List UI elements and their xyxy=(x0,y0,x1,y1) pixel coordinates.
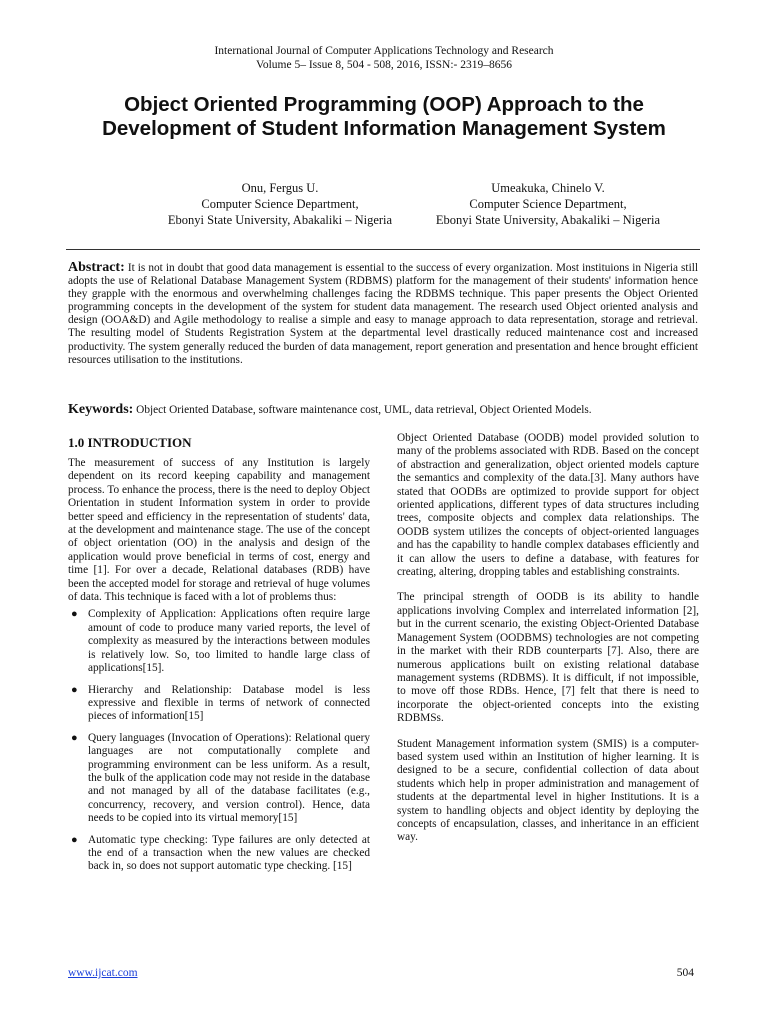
list-item-text: Query languages (Invocation of Operations): Relational query languages are not computationally complete and programming environment can be less uniform. As a result, the bulk of the application code may not reside in the database and not managed by all of the database facilitates (e.g., concurrency, recovery, and version control). Hence, data needs to be copied into its virtual memory[15] xyxy=(88,731,371,825)
list-item xyxy=(68,608,370,675)
keywords xyxy=(68,402,698,418)
bullet-icon: ● xyxy=(71,683,78,696)
list-item xyxy=(68,684,370,724)
top-divider xyxy=(66,249,700,250)
abstract-label: Abstract: xyxy=(68,260,125,275)
body-paragraph: The principal strength of OODB is its ability to handle applications involving Complex and interrelated information [2], but in the current scenario, the existing Object-Oriented Database Management System (OODBMS) technologies are not competing in the market with their RDB counterparts [7]. Also, there are numerous applications built on existing relational database management systems (RDBMS). It is difficult, if not impossible, to move off those RDBs. Hence, [7] felt that there is need to incorporate the object-oriented concepts into the existing RDBMSs. xyxy=(397,591,699,725)
keywords-text: Object Oriented Database, software maintenance cost, UML, data retrieval, Object Oriented Models. xyxy=(136,404,592,416)
page-number: 504 xyxy=(676,967,694,979)
journal-name: International Journal of Computer Applications Technology and Research xyxy=(214,45,554,57)
bullet-icon: ● xyxy=(71,833,78,846)
author-department: Computer Science Department, xyxy=(469,197,627,211)
journal-volume: Volume 5– Issue 8, 504 - 508, 2016, ISSN:- 2319–8656 xyxy=(256,59,512,71)
bullet-icon: ● xyxy=(71,731,78,744)
abstract-text: It is not in doubt that good data management is essential to the success of every organization. Most instituions in Nigeria still adopts the use of Relational Database Management System (RDBMS) platform for the management of their students' information hence they grapple with the enormous and overwhelming challenges facing the RDBMS technique. This paper presents the Object Oriented programming concepts in the development of the system for student data management. The research used Object oriented analysis and design (OOA&D) and Agile methodology to realise a simple and easy to manage approach to data representation, storage and retrieval. The resulting model of Students Registration System at the departmental level drastically reduced maintenance cost and increased productivity. The system generally reduced the burden of data management, report generation and presentation and hence brought efficient resources utilisation to the institutions. xyxy=(68,262,698,366)
intro-paragraph: The measurement of success of any Institution is largely dependent on its record keeping capability and management process. To enhance the process, there is the need to deploy Object Orientation in student Information system in order to provide better speed and efficiency in the representation of students' data, at the development and maintenance stage. The use of the concept of object orientation (OO) in the analysis and design of the application would prove beneficial in terms of cost, energy and time [1]. For over a decade, Relational databases (RDB) have been the accepted model for storage and retrieval of huge volumes of data. This technique is faced with a lot of problems thus: xyxy=(68,457,370,604)
body-paragraph: Object Oriented Database (OODB) model provided solution to many of the problems associated with RDB. Based on the concept of abstraction and generalization, object oriented models capture the semantics and complexity of the data.[3]. Many authors have stated that OODBs are optimized to provide support for object oriented applications, different types of data structures including trees, composite objects and complex data relationships. The OODB system utilizes the concepts of object-oriented languages and has the capability to handle complex databases efficiently and it can allow the users to define a database, with features for creating, altering, dropping tables and establishing constraints. xyxy=(397,432,699,579)
author-department: Computer Science Department, xyxy=(201,197,359,211)
left-column xyxy=(68,432,370,882)
list-item-text: Automatic type checking: Type failures are only detected at the end of a transaction when the new values are checked back in, so does not support automatic type checking. [15] xyxy=(88,833,370,873)
author-name: Onu, Fergus U. xyxy=(241,181,319,195)
author-block xyxy=(418,180,678,228)
list-item-text: Complexity of Application: Applications often require large amount of code to produce many varied reports, the level of complexity as measured by the interactions between modules is relatively low. So, too limited to handle large class of applications[15]. xyxy=(88,608,370,675)
keywords-label: Keywords: xyxy=(68,402,134,417)
bullet-icon: ● xyxy=(71,608,78,621)
footer-website-link[interactable]: www.ijcat.com xyxy=(68,967,138,979)
author-affiliation: Ebonyi State University, Abakaliki – Nigeria xyxy=(435,213,661,227)
list-item-text: Hierarchy and Relationship: Database model is less expressive and flexible in terms of network of connected pieces of information[15] xyxy=(88,683,370,723)
problem-list xyxy=(68,608,370,873)
body-paragraph: Student Management information system (SMIS) is a computer-based system used within an Institution of higher learning. It is designed to be a secure, confidential collection of data about students which help in proper administration and management of students at the departmental level in higher Institutions. It is a system to handling objects and object identity by deploying the concepts of encapsulation, classes, and inheritance in an efficient way. xyxy=(397,737,699,844)
paper-title: Object Oriented Programming (OOP) Approach to the Development of Student Information Management System xyxy=(102,93,666,140)
author-name: Umeakuka, Chinelo V. xyxy=(491,181,605,195)
author-block xyxy=(150,180,410,228)
section-heading: 1.0 INTRODUCTION xyxy=(68,435,192,450)
right-column xyxy=(397,432,699,857)
author-affiliation: Ebonyi State University, Abakaliki – Nigeria xyxy=(167,213,393,227)
list-item xyxy=(68,834,370,874)
abstract xyxy=(68,261,698,367)
journal-header xyxy=(0,44,768,72)
list-item xyxy=(68,732,370,826)
